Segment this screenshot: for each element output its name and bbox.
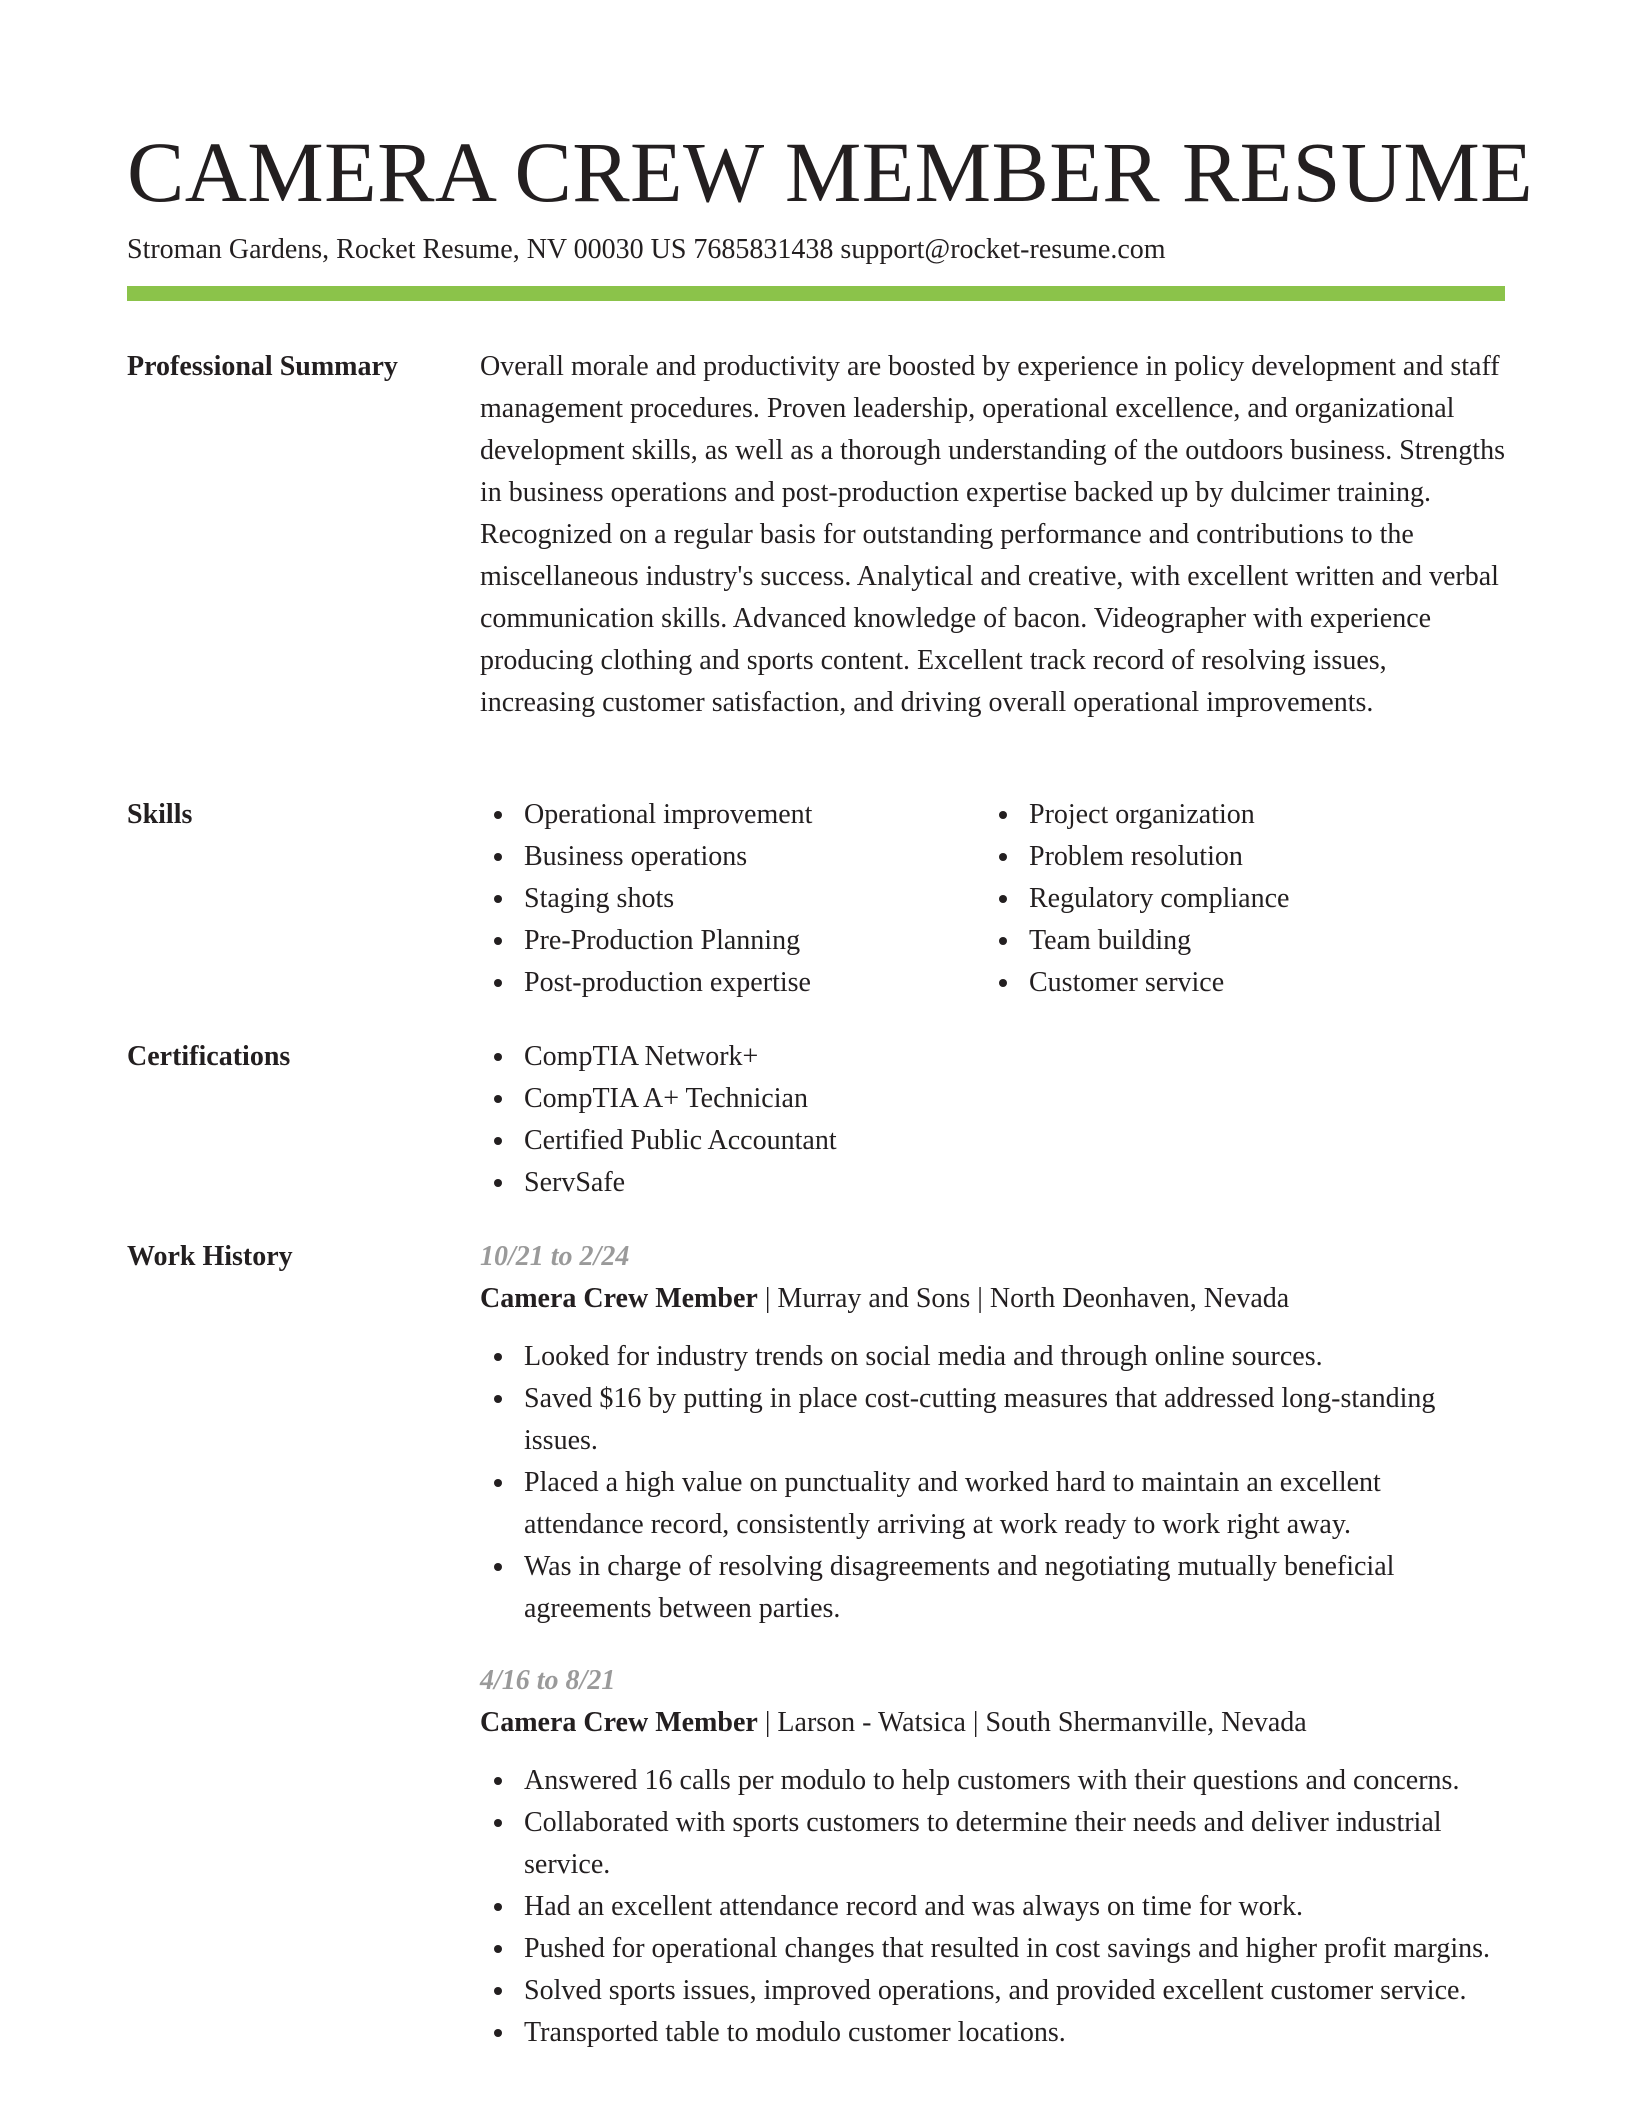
section-title: Professional Summary (127, 351, 398, 382)
job-bullet-list (480, 1336, 1505, 1630)
contact-info: Stroman Gardens, Rocket Resume, NV 00030 US 7685831438 support@rocket-resume.com (127, 234, 1166, 265)
job-bullet: Collaborated with sports customers to determine their needs and deliver industrial service. (480, 1802, 1505, 1886)
certification-item: CompTIA A+ Technician (480, 1078, 1505, 1120)
skill-item: Project organization (985, 794, 1490, 836)
section-title: Certifications (127, 1041, 291, 1072)
skill-item: Problem resolution (985, 836, 1490, 878)
job-bullet: Pushed for operational changes that resulted in cost savings and higher profit margins. (480, 1928, 1505, 1970)
certification-item: Certified Public Accountant (480, 1120, 1505, 1162)
job-bullet: Solved sports issues, improved operations, and provided excellent customer service. (480, 1970, 1505, 2012)
skill-item: Pre-Production Planning (480, 920, 985, 962)
skill-item: Team building (985, 920, 1490, 962)
certification-list (480, 1036, 1505, 1204)
summary-text: Overall morale and productivity are boosted by experience in policy development and staff management procedures. Proven leadership, operational excellence, and organizational development skills, as well as a thorough understanding of the outdoors business. Strengths in business operations and post-production expertise backed up by dulcimer training. Recognized on a regular basis for outstanding performance and contributions to the miscellaneous industry's success. Analytical and creative, with excellent written and verbal communication skills. Advanced knowledge of bacon. Videographer with experience producing clothing and sports content. Excellent track record of resolving issues, increasing customer satisfaction, and driving overall operational improvements. (480, 351, 1505, 718)
skills-column-left (480, 794, 985, 1004)
job-dates: 10/21 to 2/24 (480, 1241, 630, 1272)
job-dates: 4/16 to 8/21 (480, 1665, 616, 1696)
job-employer-location: | Murray and Sons | North Deonhaven, Nevada (757, 1283, 1290, 1314)
job-entry (480, 1236, 1505, 1630)
section-body (480, 346, 1505, 724)
job-title: Camera Crew Member (480, 1707, 758, 1738)
skills-list (480, 794, 1505, 1004)
job-bullet: Had an excellent attendance record and was always on time for work. (480, 1886, 1505, 1928)
job-bullet-list (480, 1760, 1505, 2054)
job-bullet: Looked for industry trends on social media and through online sources. (480, 1336, 1505, 1378)
job-heading (480, 1702, 1505, 1744)
skill-item: Staging shots (480, 878, 985, 920)
skill-item: Business operations (480, 836, 985, 878)
certification-item: ServSafe (480, 1162, 1505, 1204)
section-title: Work History (127, 1241, 293, 1272)
job-bullet: Answered 16 calls per modulo to help customers with their questions and concerns. (480, 1760, 1505, 1802)
job-bullet: Placed a high value on punctuality and worked hard to maintain an excellent attendance record, consistently arriving at work ready to work right away. (480, 1462, 1505, 1546)
skills-column-right (985, 794, 1490, 1004)
skill-item: Customer service (985, 962, 1490, 1004)
section-body (480, 1236, 1505, 2054)
job-bullet: Saved $16 by putting in place cost-cutting measures that addressed long-standing issues. (480, 1378, 1505, 1462)
job-employer-location: | Larson - Watsica | South Shermanville, Nevada (757, 1707, 1307, 1738)
section-body (480, 1036, 1505, 1204)
job-heading (480, 1278, 1505, 1320)
resume-title: CAMERA CREW MEMBER RESUME (127, 124, 1534, 220)
skill-item: Regulatory compliance (985, 878, 1490, 920)
skill-item: Operational improvement (480, 794, 985, 836)
skill-item: Post-production expertise (480, 962, 985, 1004)
certification-item: CompTIA Network+ (480, 1036, 1505, 1078)
job-entry (480, 1660, 1505, 2054)
job-bullet: Was in charge of resolving disagreements and negotiating mutually beneficial agreements between parties. (480, 1546, 1505, 1630)
section-title: Skills (127, 799, 193, 830)
job-title: Camera Crew Member (480, 1283, 758, 1314)
header-divider (127, 286, 1505, 301)
job-bullet: Transported table to modulo customer locations. (480, 2012, 1505, 2054)
